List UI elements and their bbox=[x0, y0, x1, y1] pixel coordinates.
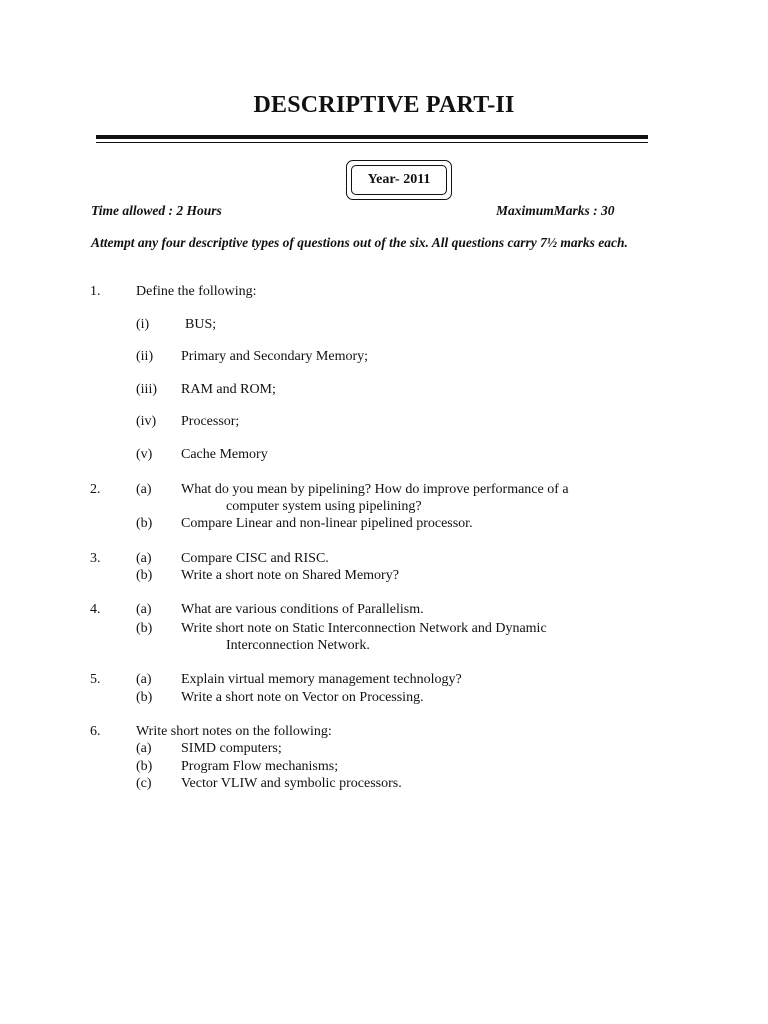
year-label: Year- 2011 bbox=[351, 165, 447, 195]
question-4a-label: (a) bbox=[136, 602, 152, 617]
question-1-item-label: (iii) bbox=[136, 382, 157, 397]
question-6-item-label: (a) bbox=[136, 741, 152, 756]
question-4b-text-line1: Write short note on Static Interconnection Network and Dynamic bbox=[181, 621, 547, 636]
question-3b-text: Write a short note on Shared Memory? bbox=[181, 568, 399, 583]
page-title: DESCRIPTIVE PART-II bbox=[253, 92, 515, 118]
question-1-number: 1. bbox=[90, 284, 101, 299]
question-4b-label: (b) bbox=[136, 621, 153, 636]
question-5b-label: (b) bbox=[136, 690, 153, 705]
question-3-number: 3. bbox=[90, 551, 101, 566]
question-6-item-label: (b) bbox=[136, 759, 153, 774]
question-2a-text-line1: What do you mean by pipelining? How do improve performance of a bbox=[181, 482, 569, 497]
question-1-item-text: Primary and Secondary Memory; bbox=[181, 349, 369, 364]
question-2a-text-line2: computer system using pipelining? bbox=[226, 499, 422, 514]
question-4-number: 4. bbox=[90, 602, 101, 617]
question-3b-label: (b) bbox=[136, 568, 153, 583]
question-6-text: Write short notes on the following: bbox=[136, 724, 332, 739]
question-5b-text: Write a short note on Vector on Processing. bbox=[181, 690, 424, 705]
question-4b-text-line2: Interconnection Network. bbox=[226, 638, 370, 653]
question-1-item-label: (i) bbox=[136, 317, 150, 332]
question-1-item-label: (v) bbox=[136, 447, 153, 462]
question-1-item-label: (iv) bbox=[136, 414, 157, 429]
question-6-item-label: (c) bbox=[136, 776, 152, 791]
question-6-item-text: Vector VLIW and symbolic processors. bbox=[181, 776, 402, 791]
question-5-number: 5. bbox=[90, 672, 101, 687]
title-rule-thin bbox=[96, 142, 648, 143]
question-1-item-text: BUS; bbox=[185, 317, 217, 332]
question-1-item-text: Cache Memory bbox=[181, 447, 268, 462]
question-3a-text: Compare CISC and RISC. bbox=[181, 551, 329, 566]
question-1-item-text: Processor; bbox=[181, 414, 240, 429]
question-5a-text: Explain virtual memory management technology? bbox=[181, 672, 462, 687]
question-2a-label: (a) bbox=[136, 482, 152, 497]
question-6-number: 6. bbox=[90, 724, 101, 739]
question-1-text: Define the following: bbox=[136, 284, 257, 299]
question-2b-text: Compare Linear and non-linear pipelined processor. bbox=[181, 516, 473, 531]
max-marks: MaximumMarks : 30 bbox=[496, 203, 615, 218]
title-rule-thick bbox=[96, 135, 648, 139]
instructions: Attempt any four descriptive types of questions out of the six. All questions carry 7½ marks each. bbox=[91, 235, 628, 250]
question-3a-label: (a) bbox=[136, 551, 152, 566]
question-6-item-text: Program Flow mechanisms; bbox=[181, 759, 339, 774]
question-4a-text: What are various conditions of Parallelism. bbox=[181, 602, 424, 617]
question-6-item-text: SIMD computers; bbox=[181, 741, 282, 756]
question-5a-label: (a) bbox=[136, 672, 152, 687]
time-allowed: Time allowed : 2 Hours bbox=[91, 203, 222, 218]
question-1-item-text: RAM and ROM; bbox=[181, 382, 276, 397]
question-1-item-label: (ii) bbox=[136, 349, 154, 364]
question-2-number: 2. bbox=[90, 482, 101, 497]
year-box bbox=[346, 160, 452, 200]
question-2b-label: (b) bbox=[136, 516, 153, 531]
